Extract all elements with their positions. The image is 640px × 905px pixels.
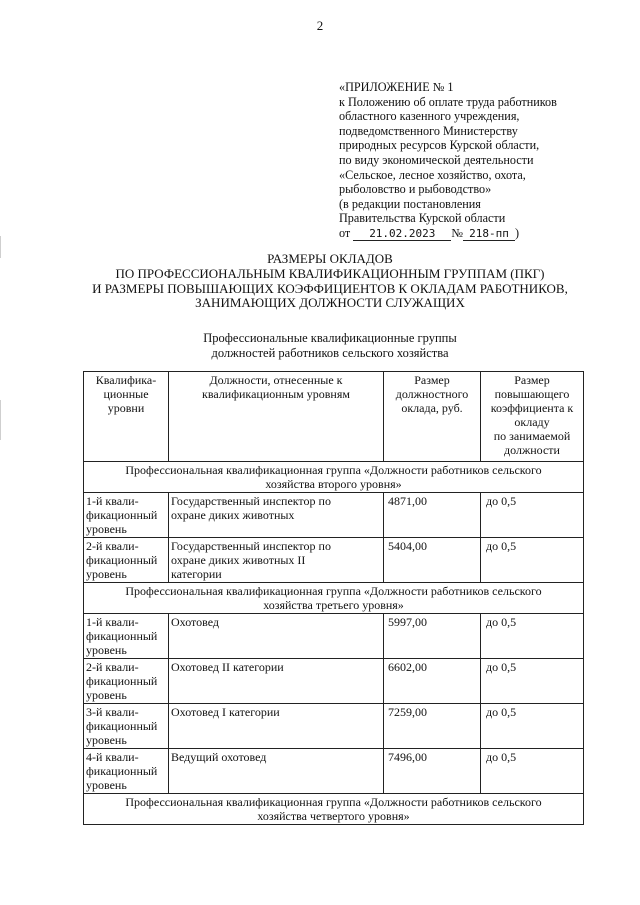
cell-position: Охотовед II категории — [169, 659, 384, 704]
cell-coefficient: до 0,5 — [481, 659, 584, 704]
appendix-line: по виду экономической деятельности — [339, 152, 534, 167]
document-title — [30, 252, 630, 311]
date-prefix: от — [339, 225, 351, 240]
cell-level: 3-й квали- фикационный уровень — [84, 704, 169, 749]
group-header-row — [84, 794, 584, 825]
cell-salary: 7259,00 — [384, 704, 481, 749]
group-title: Профессиональная квалификационная группа «Должности работников сельского хозяйства третьего уровня» — [84, 583, 584, 614]
table-row — [84, 659, 584, 704]
cell-position: Охотовед I категории — [169, 704, 384, 749]
appendix-line: рыболовство и рыбоводство» — [339, 182, 492, 197]
cell-salary: 5997,00 — [384, 614, 481, 659]
subtitle-line: Профессиональные квалификационные группы — [203, 331, 457, 345]
cell-salary: 5404,00 — [384, 538, 481, 583]
header-salary: Размер должностного оклада, руб. — [384, 372, 481, 462]
header-position: Должности, отнесенные к квалификационным уровням — [169, 372, 384, 462]
cell-level: 2-й квали- фикационный уровень — [84, 659, 169, 704]
cell-coefficient: до 0,5 — [481, 614, 584, 659]
decree-number: 218-пп — [463, 228, 515, 241]
table-row — [84, 493, 584, 538]
header-coefficient: Размер повышающего коэффициента к окладу по занимаемой должности — [481, 372, 584, 462]
group-title: Профессиональная квалификационная группа «Должности работников сельского хозяйства второго уровня» — [84, 462, 584, 493]
cell-position: Государственный инспектор по охране диких животных — [169, 493, 384, 538]
appendix-line: областного казенного учреждения, — [339, 109, 520, 124]
appendix-line: «ПРИЛОЖЕНИЕ № 1 — [339, 80, 454, 94]
group-header-row — [84, 462, 584, 493]
cell-coefficient: до 0,5 — [481, 493, 584, 538]
table-row — [84, 538, 584, 583]
table-row — [84, 749, 584, 794]
number-prefix: № — [451, 225, 463, 240]
title-line: И РАЗМЕРЫ ПОВЫШАЮЩИХ КОЭФФИЦИЕНТОВ К ОКЛАДАМ РАБОТНИКОВ, — [92, 280, 568, 296]
appendix-line: природных ресурсов Курской области, — [339, 138, 540, 153]
cell-salary: 4871,00 — [384, 493, 481, 538]
decree-date: 21.02.2023 — [353, 228, 451, 241]
cell-level: 1-й квали- фикационный уровень — [84, 614, 169, 659]
cell-coefficient: до 0,5 — [481, 749, 584, 794]
decree-date-line — [339, 226, 619, 241]
appendix-header — [339, 80, 619, 241]
cell-position: Ведущий охотовед — [169, 749, 384, 794]
cell-coefficient: до 0,5 — [481, 704, 584, 749]
table-header-row — [84, 372, 584, 462]
table-subtitle — [30, 331, 630, 360]
scan-margin-mark — [0, 400, 1, 440]
closing-paren: ) — [514, 225, 520, 240]
group-header-row — [84, 583, 584, 614]
title-line: РАЗМЕРЫ ОКЛАДОВ — [267, 251, 393, 266]
appendix-line: (в редакции постановления — [339, 196, 481, 211]
cell-salary: 6602,00 — [384, 659, 481, 704]
header-level: Квалифика- ционные уровни — [84, 372, 169, 462]
appendix-line: подведомственного Министерству — [339, 123, 518, 138]
title-line: ЗАНИМАЮЩИХ ДОЛЖНОСТИ СЛУЖАЩИХ — [195, 295, 465, 311]
cell-coefficient: до 0,5 — [481, 538, 584, 583]
cell-level: 1-й квали- фикационный уровень — [84, 493, 169, 538]
title-line: ПО ПРОФЕССИОНАЛЬНЫМ КВАЛИФИКАЦИОННЫМ ГРУППАМ (ПКГ) — [115, 265, 545, 281]
group-title: Профессиональная квалификационная группа «Должности работников сельского хозяйства четвертого уровня» — [84, 794, 584, 825]
salary-table — [83, 371, 584, 825]
appendix-line: «Сельское, лесное хозяйство, охота, — [339, 167, 526, 182]
cell-salary: 7496,00 — [384, 749, 481, 794]
cell-position: Охотовед — [169, 614, 384, 659]
table-row — [84, 614, 584, 659]
appendix-line: к Положению об оплате труда работников — [339, 94, 557, 109]
appendix-line: Правительства Курской области — [339, 211, 506, 226]
table-row — [84, 704, 584, 749]
page-number: 2 — [316, 18, 324, 33]
cell-level: 4-й квали- фикационный уровень — [84, 749, 169, 794]
cell-position: Государственный инспектор по охране диких животных II категории — [169, 538, 384, 583]
subtitle-line: должностей работников сельского хозяйства — [211, 345, 449, 360]
scan-margin-mark — [0, 236, 1, 258]
cell-level: 2-й квали- фикационный уровень — [84, 538, 169, 583]
